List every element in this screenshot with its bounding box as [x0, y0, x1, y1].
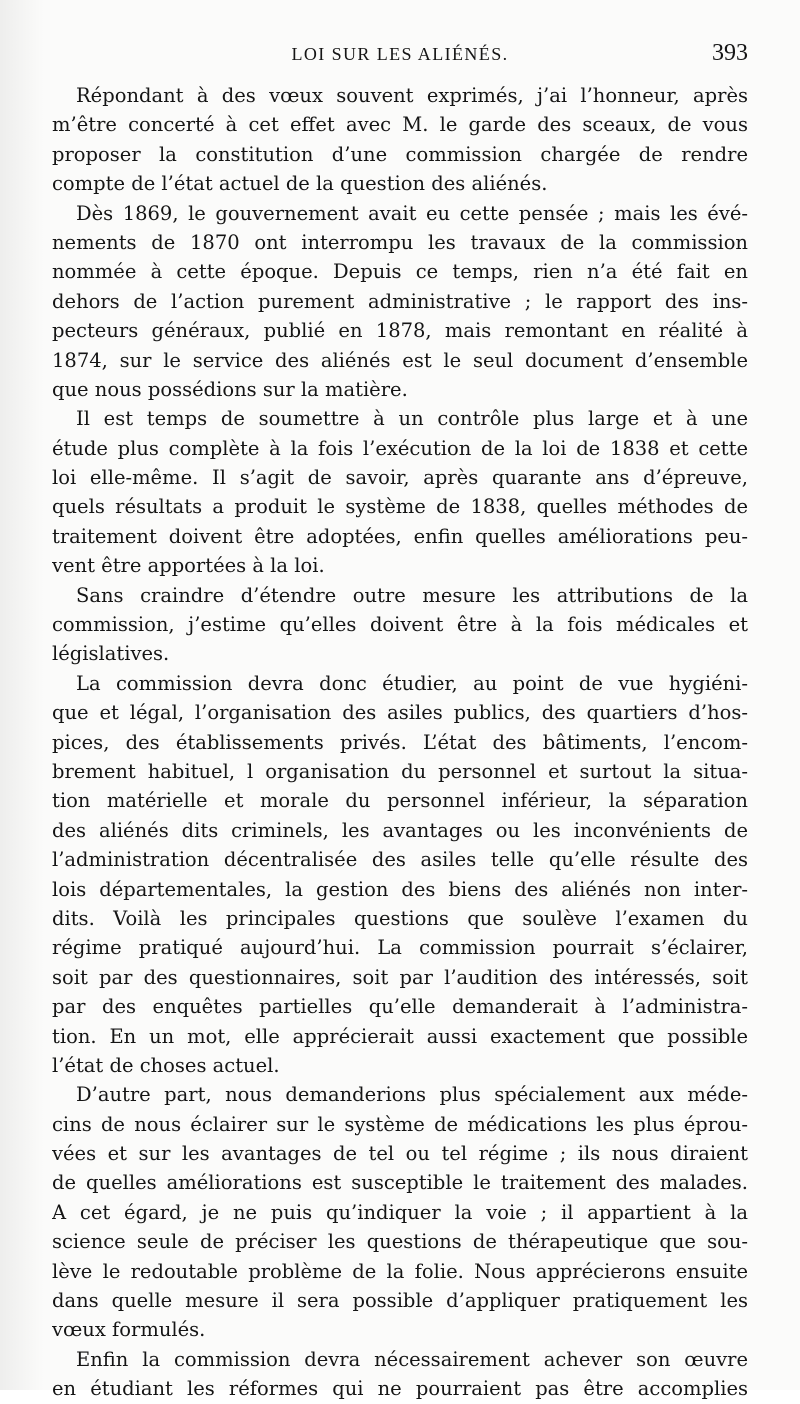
text-line: législatives.: [52, 642, 170, 666]
body-text: [52, 81, 748, 1404]
text-line: dans quelle mesure il sera possible d’appliquer pratiquement les: [52, 1289, 748, 1313]
text-line: Dès 1869, le gouvernement avait eu cette pensée ; mais les évé-: [76, 201, 748, 225]
text-line: lève le redoutable problème de la folie. Nous apprécierons ensuite: [52, 1259, 748, 1283]
text-line: par des enquêtes partielles qu’elle demanderait à l’administra-: [52, 995, 748, 1019]
text-line: brement habituel, l organisation du personnel et surtout la situa-: [52, 759, 748, 783]
text-line: commission, j’estime qu’elles doivent être à la fois médicales et: [52, 613, 748, 637]
text-line: vent être apportées à la loi.: [52, 554, 325, 578]
text-line: loi elle-même. Il s’agit de savoir, après quarante ans d’épreuve,: [52, 466, 748, 490]
text-line: soit par des questionnaires, soit par l’audition des intéressés, soit: [52, 965, 748, 989]
text-line: dits. Voilà les principales questions que soulève l’examen du: [52, 906, 748, 930]
text-line: de quelles améliorations est susceptible le traitement des malades.: [52, 1171, 748, 1195]
text-line: en étudiant les réformes qui ne pourraient pas être accomplies: [52, 1377, 748, 1401]
text-line: Sans craindre d’étendre outre mesure les attributions de la: [76, 583, 748, 607]
text-line: tion. En un mot, elle apprécierait aussi exactement que possible: [52, 1024, 748, 1048]
text-line: dehors de l’action purement administrative ; le rapport des ins-: [52, 289, 748, 313]
text-line: La commission devra donc étudier, au point de vue hygiéni-: [76, 671, 748, 695]
text-line: tion matérielle et morale du personnel inférieur, la séparation: [52, 789, 748, 813]
text-line: que et légal, l’organisation des asiles publics, des quartiers d’hos-: [52, 701, 748, 725]
running-head: LOI SUR LES ALIÉNÉS.: [291, 44, 509, 64]
text-line: A cet égard, je ne puis qu’indiquer la voie ; il appartient à la: [52, 1200, 748, 1224]
text-line: science seule de préciser les questions de thérapeutique que sou-: [52, 1230, 748, 1254]
text-line: Il est temps de soumettre à un contrôle plus large et à une: [76, 407, 748, 431]
text-line: vées et sur les avantages de tel ou tel régime ; ils nous diraient: [52, 1142, 748, 1166]
text-line: 1874, sur le service des aliénés est le seul document d’ensemble: [52, 348, 748, 372]
text-line: que nous possédions sur la matière.: [52, 377, 408, 401]
text-line: vœux formulés.: [52, 1318, 206, 1342]
text-line: nements de 1870 ont interrompu les travaux de la commission: [52, 230, 748, 254]
text-line: nommée à cette époque. Depuis ce temps, rien n’a été fait en: [52, 260, 748, 284]
text-line: l’état de choses actuel.: [52, 1053, 280, 1077]
text-line: l’administration décentralisée des asiles telle qu’elle résulte des: [52, 848, 748, 872]
text-line: Enfin la commission devra nécessairement achever son œuvre: [76, 1347, 748, 1371]
text-line: des aliénés dits criminels, les avantages ou les inconvénients de: [52, 818, 748, 842]
text-line: pices, des établissements privés. L’état des bâtiments, l’encom-: [52, 730, 748, 754]
text-line: D’autre part, nous demanderions plus spécialement aux méde-: [76, 1083, 748, 1107]
text-line: compte de l’état actuel de la question des aliénés.: [52, 172, 548, 196]
text-line: régime pratiqué aujourd’hui. La commission pourrait s’éclairer,: [52, 936, 748, 960]
text-line: quels résultats a produit le système de 1838, quelles méthodes de: [52, 495, 748, 519]
page-header: [52, 40, 748, 74]
text-line: lois départementales, la gestion des biens des aliénés non inter-: [52, 877, 748, 901]
page-number: 393: [712, 40, 748, 66]
text-line: traitement doivent être adoptées, enfin quelles améliorations peu-: [52, 524, 748, 548]
page-edge-shadow: [0, 0, 44, 1390]
text-line: cins de nous éclairer sur le système de médications les plus éprou-: [52, 1112, 748, 1136]
text-line: proposer la constitution d’une commission chargée de rendre: [52, 142, 748, 166]
text-line: m’être concerté à cet effet avec M. le garde des sceaux, de vous: [52, 113, 748, 137]
text-line: Répondant à des vœux souvent exprimés, j’ai l’honneur, après: [76, 84, 748, 107]
text-line: étude plus complète à la fois l’exécution de la loi de 1838 et cette: [52, 436, 748, 460]
text-line: pecteurs généraux, publié en 1878, mais remontant en réalité à: [52, 319, 748, 343]
